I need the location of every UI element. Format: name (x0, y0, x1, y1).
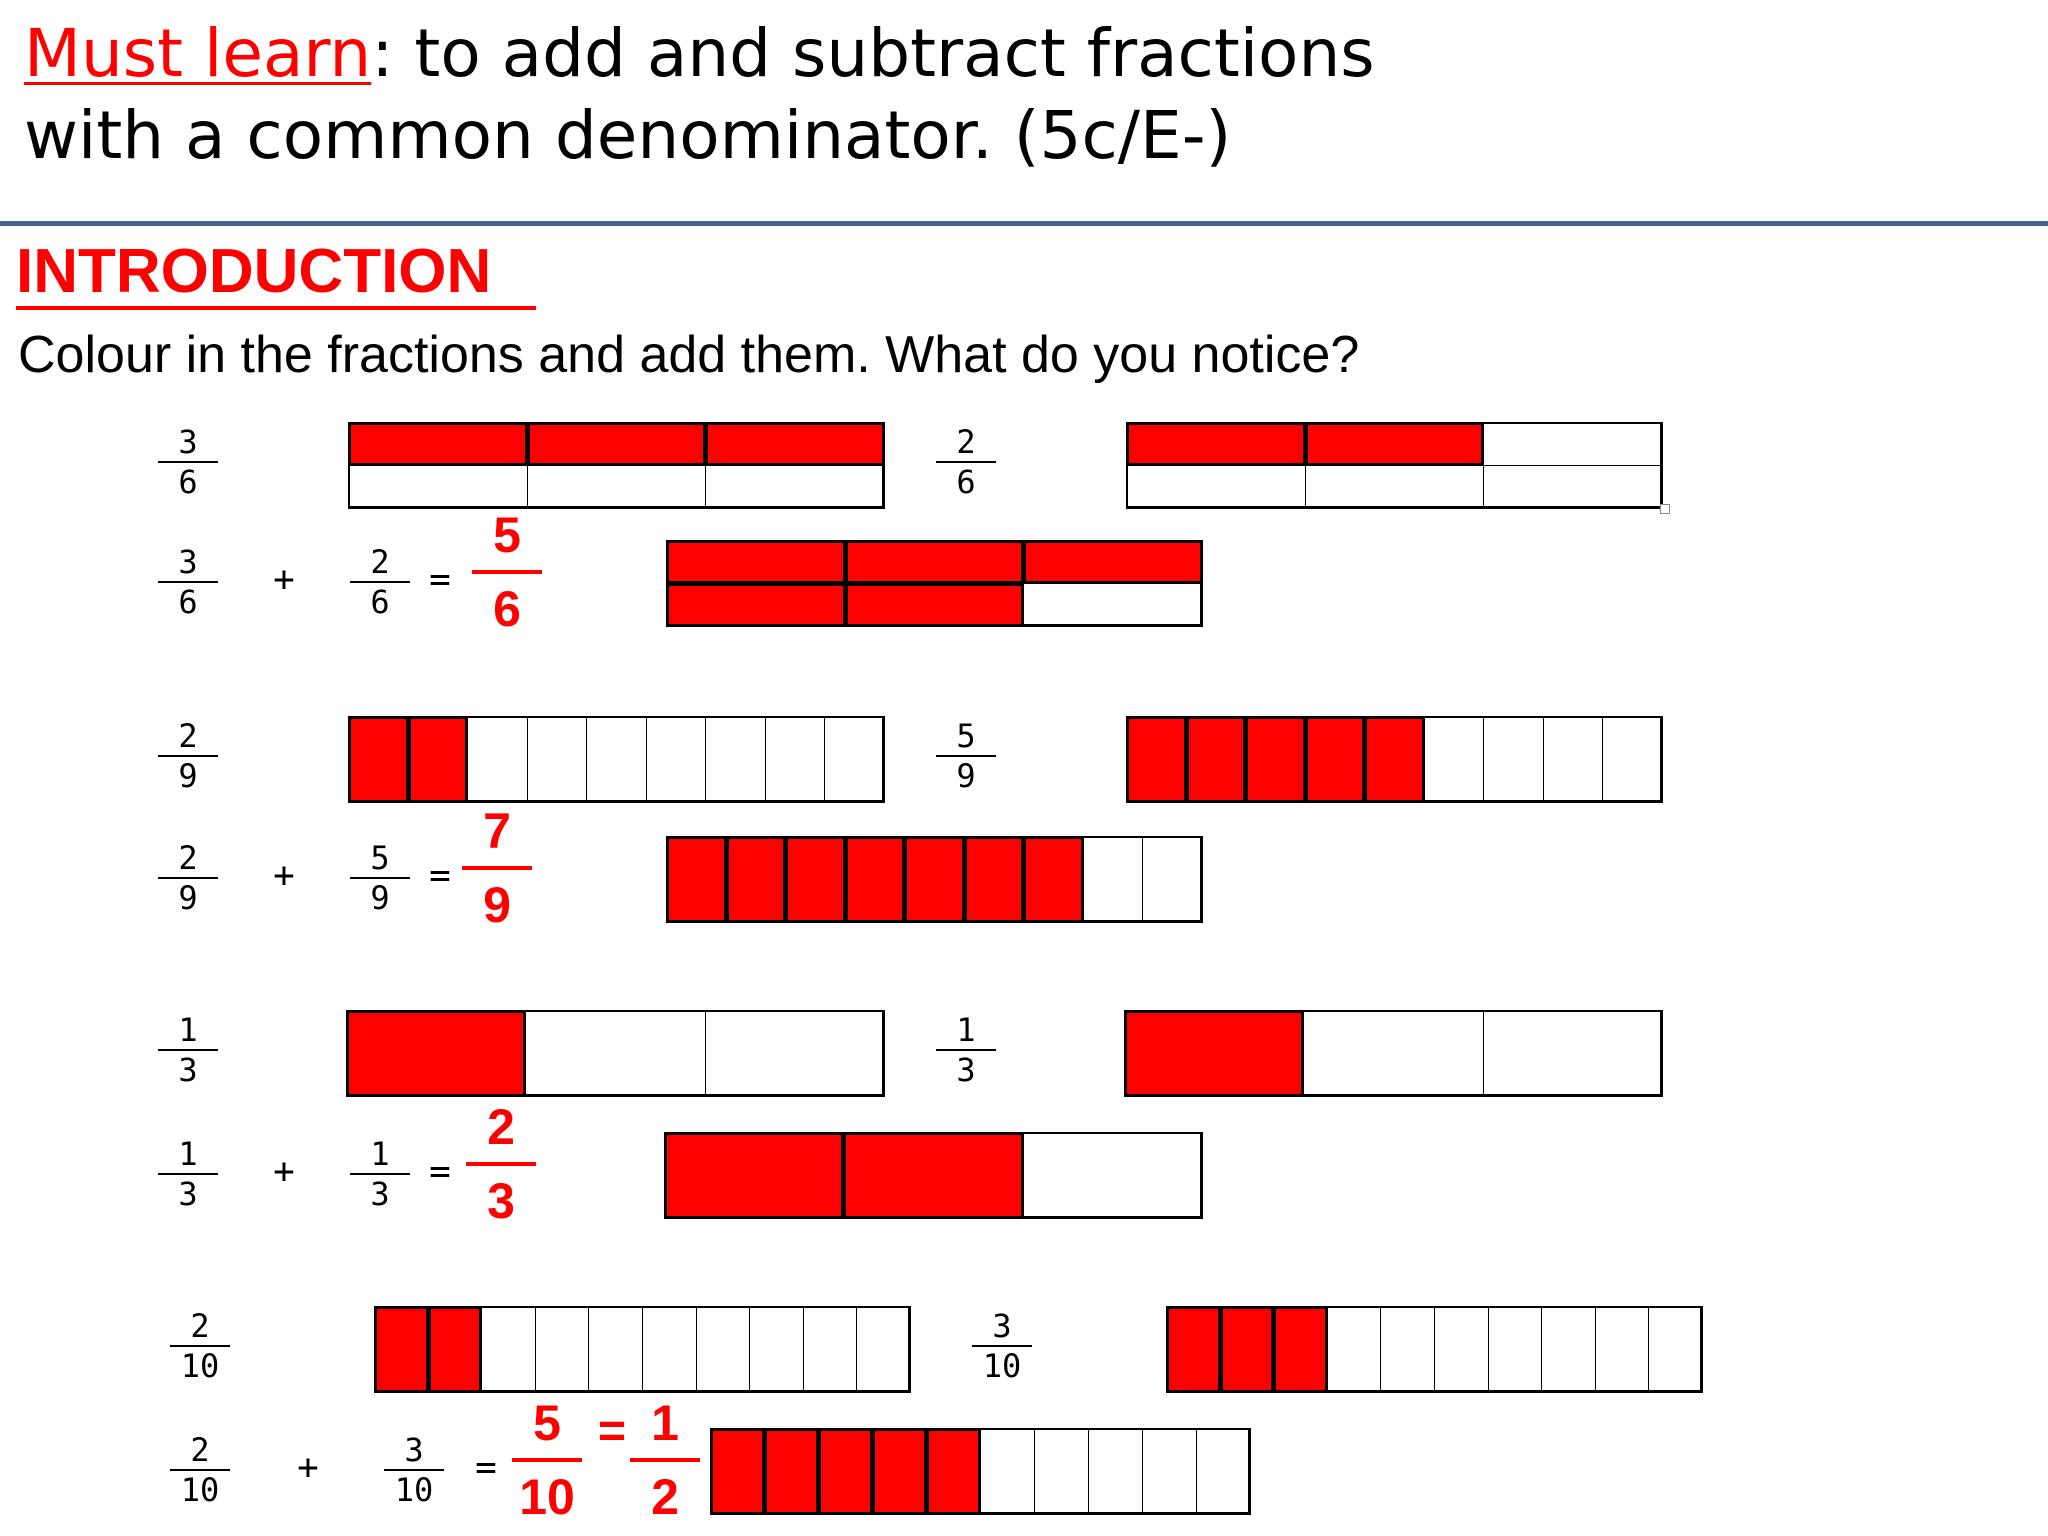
denominator: 9 (178, 879, 198, 917)
fraction-cell-empty[interactable] (1303, 1010, 1483, 1097)
fraction-cell-empty[interactable] (856, 1306, 911, 1393)
fraction-cell-filled[interactable] (428, 1306, 483, 1393)
answer-denominator: 9 (483, 877, 511, 933)
problem-4-sum-fraction-a (160, 1432, 240, 1508)
numerator: 1 (178, 1011, 198, 1049)
fraction-cell-empty[interactable] (1088, 1428, 1143, 1515)
objective-line-2: with a common denominator. (5c/E-) (24, 97, 1232, 174)
problem-3-fraction-a (148, 1012, 228, 1088)
answer-denominator: 2 (651, 1469, 679, 1525)
fraction-cell-filled[interactable] (1305, 716, 1366, 803)
problem-1-fraction-a (148, 424, 228, 500)
numerator: 2 (370, 543, 390, 581)
fraction-cell-empty[interactable] (1083, 836, 1144, 923)
numerator: 1 (178, 1135, 198, 1173)
problem-3-fraction-b (926, 1012, 1006, 1088)
problem-2-bar-a[interactable] (348, 716, 884, 802)
numerator: 3 (178, 423, 198, 461)
answer-fraction-bar (466, 1162, 536, 1166)
problem-1-answer (462, 508, 552, 636)
answer-denominator: 10 (519, 1469, 575, 1525)
problem-2-bar-sum[interactable] (666, 836, 1202, 922)
denominator: 6 (956, 463, 976, 501)
equals-sign: = (429, 1151, 451, 1192)
problem-4-answer (502, 1396, 592, 1524)
numerator: 2 (190, 1307, 210, 1345)
numerator: 3 (992, 1307, 1012, 1345)
problem-3-answer (456, 1100, 546, 1228)
fraction-cell-filled[interactable] (1305, 422, 1485, 466)
answer-numerator: 5 (533, 1395, 561, 1451)
denominator: 10 (180, 1347, 220, 1385)
fraction-cell-empty[interactable] (1543, 716, 1604, 803)
fraction-cell-filled[interactable] (845, 583, 1025, 627)
problem-2-answer (452, 804, 542, 932)
fraction-cell-empty[interactable] (803, 1306, 858, 1393)
fraction-cell-empty[interactable] (765, 716, 826, 803)
fraction-cell-empty[interactable] (705, 1010, 885, 1097)
fraction-cell-filled[interactable] (1023, 540, 1203, 584)
fraction-cell-filled[interactable] (764, 1428, 819, 1515)
fraction-cell-empty[interactable] (481, 1306, 536, 1393)
fraction-cell-filled[interactable] (666, 836, 727, 923)
fraction-cell-empty[interactable] (1424, 716, 1485, 803)
fraction-cell-filled[interactable] (785, 836, 846, 923)
fraction-cell-empty[interactable] (696, 1306, 751, 1393)
fraction-cell-filled[interactable] (348, 716, 409, 803)
fraction-cell-filled[interactable] (1220, 1306, 1275, 1393)
fraction-cell-empty[interactable] (642, 1306, 697, 1393)
fraction-cell-filled[interactable] (666, 540, 846, 584)
instructions-text: Colour in the fractions and add them. What do you notice? (18, 326, 1360, 384)
fraction-cell-filled[interactable] (904, 836, 965, 923)
fraction-cell-empty[interactable] (1595, 1306, 1650, 1393)
fraction-cell-filled[interactable] (666, 583, 846, 627)
fraction-cell-empty[interactable] (749, 1306, 804, 1393)
denominator: 10 (982, 1347, 1022, 1385)
problem-4-bar-sum[interactable] (710, 1428, 1250, 1514)
plus-sign: + (273, 559, 295, 600)
must-learn-label: Must learn (24, 15, 372, 92)
fraction-cell-empty[interactable] (586, 716, 647, 803)
numerator: 5 (370, 839, 390, 877)
fraction-cell-empty[interactable] (525, 1010, 705, 1097)
answer-numerator: 2 (487, 1099, 515, 1155)
problem-2-fraction-a (148, 718, 228, 794)
problem-1-sum-fraction-b (340, 544, 420, 620)
fraction-cell-filled[interactable] (1245, 716, 1306, 803)
fraction-cell-filled[interactable] (374, 1306, 429, 1393)
fraction-cell-empty[interactable] (527, 716, 588, 803)
fraction-cell-filled[interactable] (926, 1428, 981, 1515)
problem-2-bar-b[interactable] (1126, 716, 1662, 802)
fraction-cell-empty[interactable] (1483, 465, 1663, 509)
denominator: 9 (370, 879, 390, 917)
numerator: 1 (956, 1011, 976, 1049)
plus-sign: + (273, 855, 295, 896)
fraction-cell-filled[interactable] (1126, 422, 1306, 466)
fraction-cell-filled[interactable] (726, 836, 787, 923)
fraction-cell-empty[interactable] (1327, 1306, 1382, 1393)
numerator: 5 (956, 717, 976, 755)
fraction-cell-filled[interactable] (1166, 1306, 1221, 1393)
denominator: 3 (370, 1175, 390, 1213)
fraction-cell-empty[interactable] (646, 716, 707, 803)
fraction-cell-empty[interactable] (1305, 465, 1485, 509)
problem-1-sum-fraction-a (148, 544, 228, 620)
resize-handle-icon[interactable] (1660, 504, 1670, 514)
fraction-cell-empty[interactable] (1648, 1306, 1703, 1393)
numerator: 3 (404, 1431, 424, 1469)
fraction-cell-empty[interactable] (1023, 1132, 1203, 1219)
denominator: 3 (178, 1051, 198, 1089)
fraction-cell-empty[interactable] (1380, 1306, 1435, 1393)
problem-4-simplified-answer (620, 1396, 710, 1524)
numerator: 2 (178, 839, 198, 877)
answer-denominator: 6 (493, 581, 521, 637)
fraction-cell-filled[interactable] (1186, 716, 1247, 803)
equals-sign-simplified: = (597, 1405, 627, 1458)
numerator: 2 (178, 717, 198, 755)
answer-fraction-bar (512, 1458, 582, 1462)
fraction-cell-empty[interactable] (1483, 716, 1544, 803)
fraction-cell-empty[interactable] (705, 465, 885, 509)
fraction-cell-filled[interactable] (346, 1010, 526, 1097)
answer-fraction-bar (472, 570, 542, 574)
fraction-cell-empty[interactable] (1483, 422, 1663, 466)
fraction-cell-filled[interactable] (527, 422, 707, 466)
fraction-cell-filled[interactable] (1126, 716, 1187, 803)
fraction-cell-empty[interactable] (1483, 1010, 1663, 1097)
fraction-cell-empty[interactable] (980, 1428, 1035, 1515)
fraction-cell-filled[interactable] (408, 716, 469, 803)
numerator: 2 (190, 1431, 210, 1469)
problem-2-sum-fraction-b (340, 840, 420, 916)
fraction-cell-filled[interactable] (1364, 716, 1425, 803)
objective-text-1: : to add and subtract fractions (371, 15, 1375, 92)
plus-sign: + (273, 1151, 295, 1192)
problem-1-bar-sum[interactable] (666, 540, 1202, 626)
denominator: 9 (956, 757, 976, 795)
fraction-cell-empty[interactable] (824, 716, 885, 803)
problem-4-sum-fraction-b (374, 1432, 454, 1508)
equals-sign: = (429, 559, 451, 600)
fraction-cell-empty[interactable] (1023, 583, 1203, 627)
denominator: 10 (394, 1471, 434, 1509)
fraction-cell-empty[interactable] (1602, 716, 1663, 803)
answer-numerator: 7 (483, 803, 511, 859)
fraction-cell-filled[interactable] (710, 1428, 765, 1515)
fraction-cell-empty[interactable] (1142, 836, 1203, 923)
answer-numerator: 5 (493, 507, 521, 563)
fraction-cell-filled[interactable] (845, 540, 1025, 584)
fraction-cell-empty[interactable] (348, 465, 528, 509)
fraction-cell-empty[interactable] (1434, 1306, 1489, 1393)
fraction-cell-filled[interactable] (1273, 1306, 1328, 1393)
denominator: 10 (180, 1471, 220, 1509)
answer-numerator: 1 (651, 1395, 679, 1451)
fraction-cell-empty[interactable] (467, 716, 528, 803)
fraction-cell-empty[interactable] (1142, 1428, 1197, 1515)
fraction-cell-filled[interactable] (1124, 1010, 1304, 1097)
numerator: 1 (370, 1135, 390, 1173)
problem-3-sum-fraction-a (148, 1136, 228, 1212)
problem-3-sum-fraction-b (340, 1136, 420, 1212)
fraction-cell-empty[interactable] (535, 1306, 590, 1393)
problem-2-sum-fraction-a (148, 840, 228, 916)
denominator: 6 (370, 583, 390, 621)
fraction-cell-filled[interactable] (348, 422, 528, 466)
problem-3-bar-b[interactable] (1124, 1010, 1662, 1096)
problem-1-fraction-b (926, 424, 1006, 500)
denominator: 6 (178, 463, 198, 501)
fraction-cell-empty[interactable] (527, 465, 707, 509)
fraction-cell-filled[interactable] (664, 1132, 844, 1219)
problem-4-bar-a[interactable] (374, 1306, 910, 1392)
numerator: 3 (178, 543, 198, 581)
problem-2-fraction-b (926, 718, 1006, 794)
problem-3-bar-a[interactable] (346, 1010, 884, 1096)
fraction-cell-filled[interactable] (818, 1428, 873, 1515)
problem-3-bar-sum[interactable] (664, 1132, 1202, 1218)
fraction-cell-filled[interactable] (1023, 836, 1084, 923)
fraction-cell-filled[interactable] (845, 836, 906, 923)
introduction-heading: INTRODUCTION (16, 237, 492, 306)
fraction-cell-empty[interactable] (1488, 1306, 1543, 1393)
answer-denominator: 3 (487, 1173, 515, 1229)
fraction-cell-filled[interactable] (705, 422, 885, 466)
fraction-cell-filled[interactable] (843, 1132, 1023, 1219)
fraction-cell-empty[interactable] (705, 716, 766, 803)
fraction-cell-empty[interactable] (588, 1306, 643, 1393)
problem-1-bar-b[interactable] (1126, 422, 1662, 508)
fraction-cell-empty[interactable] (1541, 1306, 1596, 1393)
fraction-cell-empty[interactable] (1196, 1428, 1251, 1515)
denominator: 3 (178, 1175, 198, 1213)
denominator: 9 (178, 757, 198, 795)
fraction-cell-filled[interactable] (964, 836, 1025, 923)
problem-4-fraction-b (962, 1308, 1042, 1384)
denominator: 6 (178, 583, 198, 621)
fraction-cell-empty[interactable] (1126, 465, 1306, 509)
fraction-cell-filled[interactable] (872, 1428, 927, 1515)
numerator: 2 (956, 423, 976, 461)
problem-4-fraction-a (160, 1308, 240, 1384)
plus-sign: + (297, 1447, 319, 1488)
equals-sign: = (475, 1447, 497, 1488)
equals-sign: = (429, 855, 451, 896)
denominator: 3 (956, 1051, 976, 1089)
problem-1-bar-a[interactable] (348, 422, 884, 508)
problem-4-bar-b[interactable] (1166, 1306, 1702, 1392)
fraction-cell-empty[interactable] (1034, 1428, 1089, 1515)
answer-fraction-bar (630, 1458, 700, 1462)
answer-fraction-bar (462, 866, 532, 870)
